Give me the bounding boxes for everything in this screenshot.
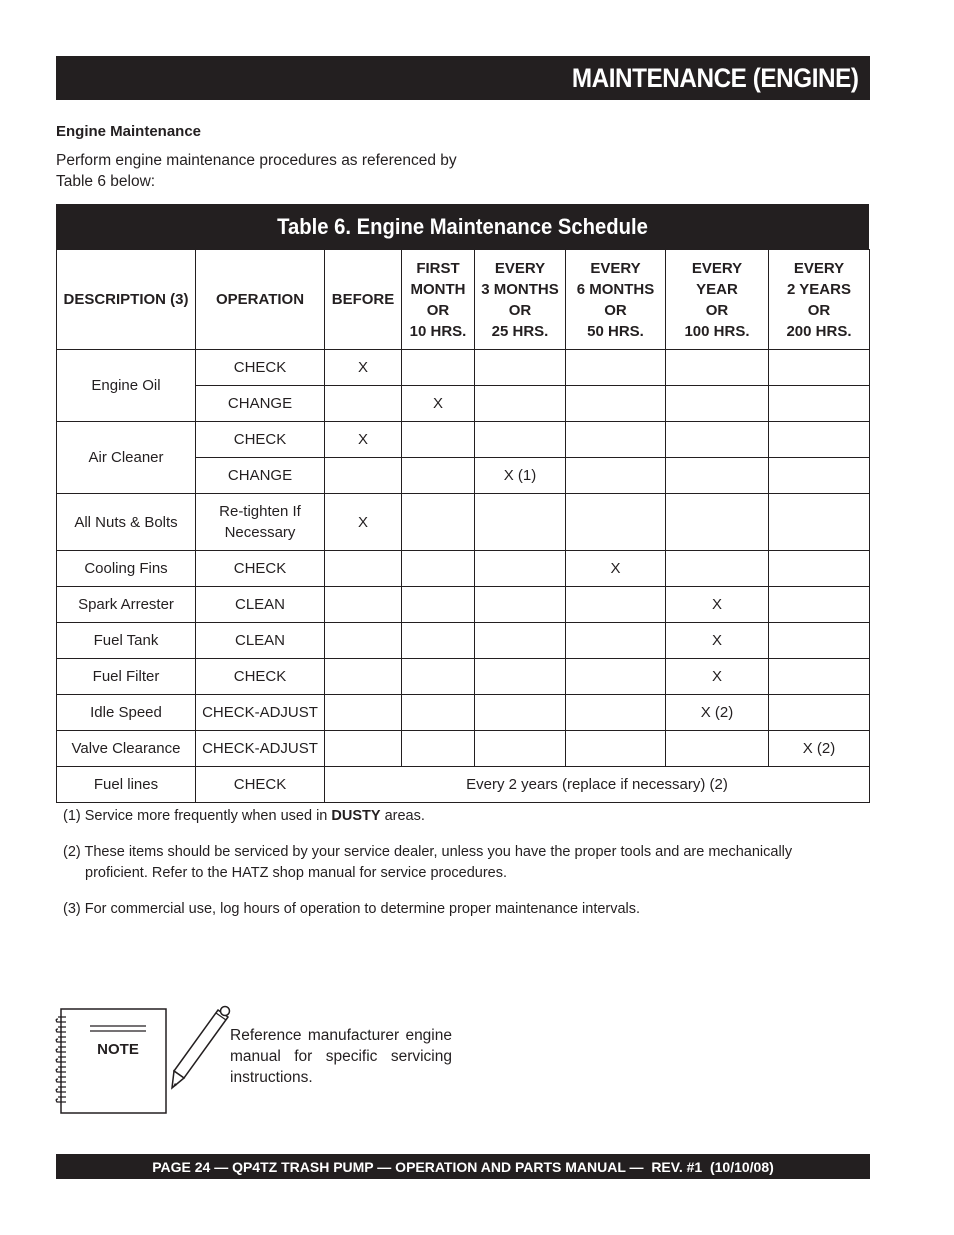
cell-empty	[769, 458, 870, 494]
cell-empty	[402, 659, 475, 695]
table-row	[57, 767, 870, 803]
cell-description: Engine Oil	[57, 350, 196, 422]
cell-empty	[325, 623, 402, 659]
cell-operation-line: Re-tighten If	[219, 503, 301, 520]
col-header-2-years: EVERY 2 YEARS OR 200 HRS.	[769, 250, 870, 350]
cell-empty	[769, 551, 870, 587]
pencil-icon	[168, 1002, 236, 1090]
cell-empty	[325, 386, 402, 422]
cell-before: X	[325, 350, 402, 386]
cell-empty	[475, 587, 566, 623]
cell-description: Valve Clearance	[57, 731, 196, 767]
cell-operation: CHECK	[196, 350, 325, 386]
cell-empty	[666, 731, 769, 767]
cell-empty	[566, 587, 666, 623]
cell-empty	[566, 350, 666, 386]
cell-empty	[475, 350, 566, 386]
cell-operation: CHECK	[196, 551, 325, 587]
table-row	[57, 350, 870, 386]
cell-empty	[475, 659, 566, 695]
cell-empty	[402, 422, 475, 458]
cell-year: X	[666, 587, 769, 623]
cell-description: Fuel Filter	[57, 659, 196, 695]
cell-description: Fuel Tank	[57, 623, 196, 659]
col-header-6-months: EVERY 6 MONTHS OR 50 HRS.	[566, 250, 666, 350]
cell-operation: CHECK-ADJUST	[196, 695, 325, 731]
footnote-3: (3) For commercial use, log hours of operation to determine proper maintenance intervals.	[63, 901, 641, 917]
schedule-table	[56, 249, 870, 803]
cell-empty	[402, 695, 475, 731]
cell-before: X	[325, 422, 402, 458]
cell-empty	[402, 458, 475, 494]
col-header-first-month: FIRST MONTH OR 10 HRS.	[402, 250, 475, 350]
footnote-2-line1: (2) These items should be serviced by your service dealer, unless you have the proper tools and are mechanically	[63, 844, 793, 860]
cell-operation: CHANGE	[196, 458, 325, 494]
table-row	[57, 551, 870, 587]
cell-first-month: X	[402, 386, 475, 422]
cell-empty	[666, 458, 769, 494]
cell-before: X	[325, 494, 402, 551]
cell-empty	[769, 386, 870, 422]
cell-empty	[325, 551, 402, 587]
cell-empty	[566, 659, 666, 695]
table-title-text: Table 6. Engine Maintenance Schedule	[277, 213, 648, 239]
table-row	[57, 695, 870, 731]
cell-description: Spark Arrester	[57, 587, 196, 623]
cell-empty	[666, 422, 769, 458]
cell-6-months: X	[566, 551, 666, 587]
col-header-3-months: EVERY 3 MONTHS OR 25 HRS.	[475, 250, 566, 350]
cell-empty	[769, 659, 870, 695]
cell-3-months: X (1)	[475, 458, 566, 494]
cell-description: Cooling Fins	[57, 551, 196, 587]
cell-operation: CHECK	[196, 767, 325, 803]
cell-empty	[566, 422, 666, 458]
maintenance-table	[56, 204, 869, 803]
cell-description: All Nuts & Bolts	[57, 494, 196, 551]
cell-year: X	[666, 659, 769, 695]
cell-empty	[566, 695, 666, 731]
cell-empty	[402, 623, 475, 659]
cell-empty	[325, 587, 402, 623]
intro-paragraph: Perform engine maintenance procedures as referenced by Table 6 below:	[56, 152, 457, 190]
footnote-1	[63, 806, 823, 827]
table-title	[56, 204, 869, 249]
cell-empty	[402, 731, 475, 767]
table-row	[57, 623, 870, 659]
cell-operation-line: Necessary	[224, 524, 296, 541]
table-row	[57, 422, 870, 458]
cell-empty	[325, 731, 402, 767]
cell-empty	[475, 551, 566, 587]
note-label: NOTE	[97, 1041, 139, 1058]
cell-empty	[666, 551, 769, 587]
cell-operation: CLEAN	[196, 623, 325, 659]
cell-year: X	[666, 623, 769, 659]
table-row	[57, 494, 870, 551]
cell-empty	[769, 422, 870, 458]
cell-empty	[475, 386, 566, 422]
page-title: MAINTENANCE (ENGINE)	[571, 62, 858, 93]
footnote-1-text: (1) Service more frequently when used in	[63, 808, 332, 824]
table-row	[57, 587, 870, 623]
cell-empty	[475, 623, 566, 659]
col-header-description: DESCRIPTION (3)	[57, 250, 196, 350]
cell-empty	[566, 494, 666, 551]
cell-empty	[769, 695, 870, 731]
section-heading: Engine Maintenance	[56, 123, 202, 140]
cell-operation: CHECK-ADJUST	[196, 731, 325, 767]
cell-empty	[769, 623, 870, 659]
page-header-bar	[56, 56, 870, 100]
cell-empty	[566, 458, 666, 494]
cell-empty	[325, 458, 402, 494]
footer-text: PAGE 24 — QP4TZ TRASH PUMP — OPERATION AND PARTS MANUAL — REV. #1 (10/10/08)	[152, 1158, 774, 1175]
cell-operation: CHANGE	[196, 386, 325, 422]
footnote-1-emphasis: DUSTY	[331, 808, 381, 824]
cell-span-note: Every 2 years (replace if necessary) (2)	[325, 767, 870, 803]
cell-operation	[196, 494, 325, 551]
cell-2-years: X (2)	[769, 731, 870, 767]
table-row	[57, 731, 870, 767]
cell-empty	[769, 350, 870, 386]
table-row	[57, 659, 870, 695]
cell-operation: CHECK	[196, 422, 325, 458]
col-header-operation: OPERATION	[196, 250, 325, 350]
cell-empty	[566, 623, 666, 659]
cell-description: Fuel lines	[57, 767, 196, 803]
cell-empty	[666, 494, 769, 551]
cell-empty	[402, 350, 475, 386]
page-footer-bar	[56, 1154, 870, 1179]
cell-empty	[325, 695, 402, 731]
footnote-1-tail: areas.	[380, 808, 425, 824]
cell-empty	[769, 494, 870, 551]
cell-operation: CHECK	[196, 659, 325, 695]
cell-empty	[566, 386, 666, 422]
cell-empty	[666, 350, 769, 386]
cell-empty	[475, 695, 566, 731]
cell-empty	[475, 494, 566, 551]
cell-empty	[566, 731, 666, 767]
notebook-icon	[54, 1007, 168, 1114]
cell-empty	[402, 494, 475, 551]
cell-empty	[325, 659, 402, 695]
table-header-row	[57, 250, 870, 350]
footnote-2-line2: proficient. Refer to the HATZ shop manual for service procedures.	[85, 865, 508, 881]
cell-empty	[475, 731, 566, 767]
cell-empty	[402, 551, 475, 587]
cell-empty	[475, 422, 566, 458]
note-callout	[54, 1007, 168, 1114]
cell-empty	[402, 587, 475, 623]
note-text: Reference manufacturer engine manual for specific servicing instructions.	[230, 1027, 452, 1086]
cell-empty	[666, 386, 769, 422]
footnotes	[63, 806, 823, 935]
col-header-year: EVERY YEAR OR 100 HRS.	[666, 250, 769, 350]
cell-description: Idle Speed	[57, 695, 196, 731]
cell-year: X (2)	[666, 695, 769, 731]
col-header-before: BEFORE	[325, 250, 402, 350]
footnote-2	[63, 842, 823, 884]
cell-empty	[769, 587, 870, 623]
cell-description: Air Cleaner	[57, 422, 196, 494]
cell-operation: CLEAN	[196, 587, 325, 623]
